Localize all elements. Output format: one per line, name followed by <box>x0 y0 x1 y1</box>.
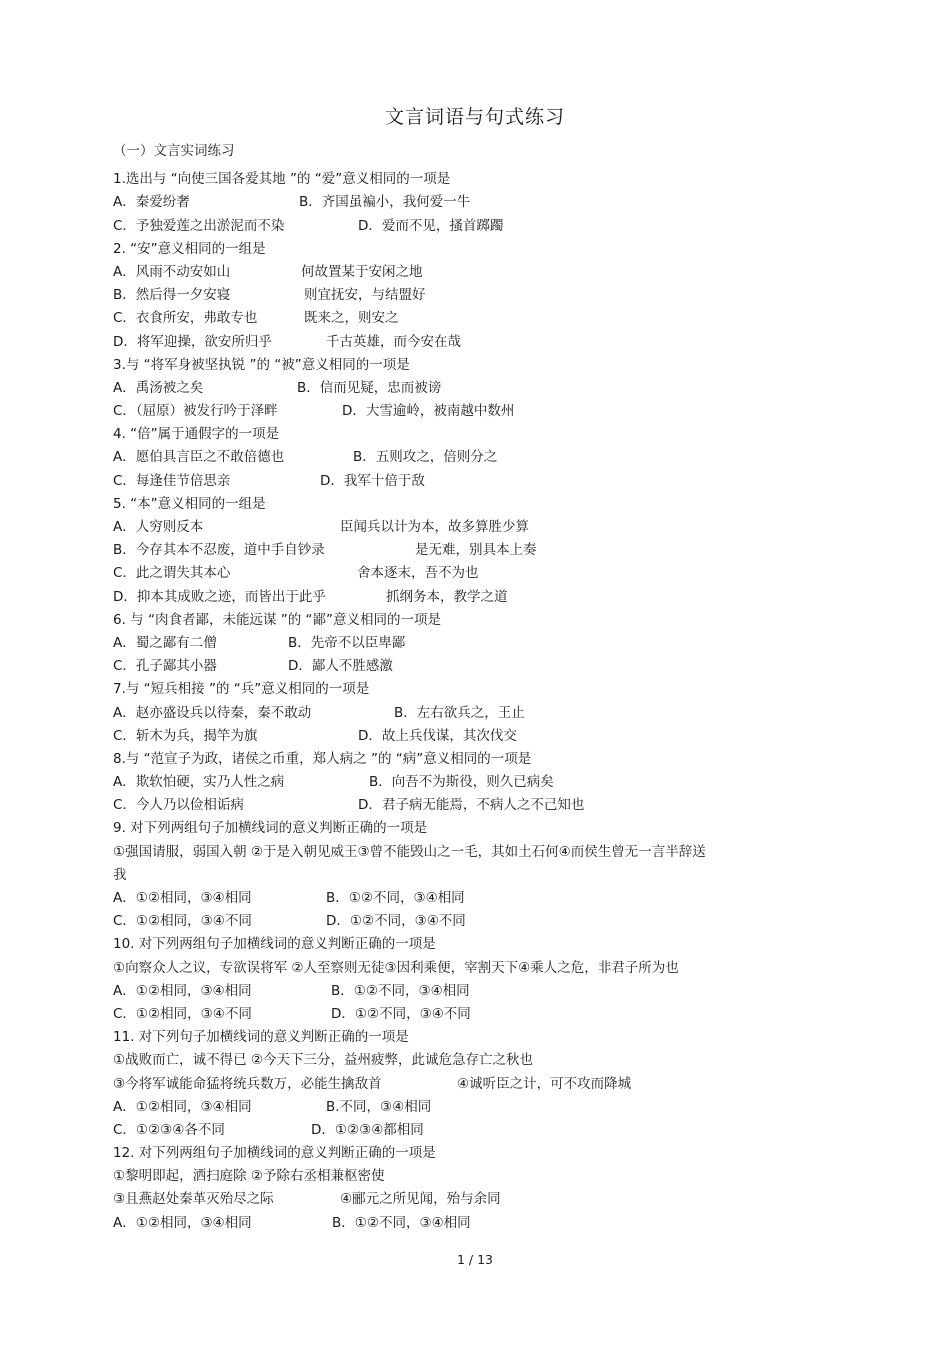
text-line <box>113 539 813 562</box>
text-line <box>113 168 813 191</box>
line-text: 我 <box>113 866 127 883</box>
text-line <box>113 702 813 725</box>
text-line <box>113 1119 813 1142</box>
text-line <box>113 1049 813 1072</box>
text-line <box>113 771 813 794</box>
line-text: C．①②相同，③④不同 <box>113 1005 252 1022</box>
line-text: 12. 对下列两组句子加横线词的意义判断正确的一项是 <box>113 1145 436 1162</box>
line-text-column-2: D．君子病无能焉，不病人之不己知也 <box>358 797 585 814</box>
line-text-column-2: ④郦元之所见闻，殆与余同 <box>340 1191 501 1208</box>
line-text: A．①②相同，③④相同 <box>113 1214 252 1231</box>
text-line <box>113 933 813 956</box>
text-line <box>113 1003 813 1026</box>
text-line <box>113 725 813 748</box>
line-text: 2. “安”意义相同的一组是 <box>113 240 266 257</box>
line-text: 8.与 “范宣子为政，诸侯之币重，郑人病之 ”的 “病”意义相同的一项是 <box>113 750 532 767</box>
line-text-column-2: D．故上兵伐谋，其次伐交 <box>358 727 517 744</box>
line-text: B．然后得一夕安寝 <box>113 287 231 304</box>
line-text: A．赵亦盛设兵以待秦，秦不敢动 <box>113 704 312 721</box>
text-line <box>113 1165 813 1188</box>
line-text-column-2: B．先帝不以臣卑鄙 <box>288 634 406 651</box>
text-line <box>113 377 813 400</box>
text-line <box>113 446 813 469</box>
line-text: C．衣食所安，弗敢专也 <box>113 310 258 327</box>
text-line <box>113 1142 813 1165</box>
text-line <box>113 794 813 817</box>
line-text: A．禹汤被之矣 <box>113 379 204 396</box>
text-line <box>113 632 813 655</box>
line-text: C．斩木为兵，揭竿为旗 <box>113 727 258 744</box>
text-line <box>113 140 813 163</box>
line-text: 4. “倍”属于通假字的一项是 <box>113 426 280 443</box>
line-text: C．今人乃以俭相诟病 <box>113 797 244 814</box>
text-line <box>113 586 813 609</box>
line-text-column-2: B．①②不同，③④相同 <box>332 1214 471 1231</box>
text-line <box>113 238 813 261</box>
text-line <box>113 261 813 284</box>
line-text: D．抑本其成败之迹，而皆出于此乎 <box>113 588 326 605</box>
text-line <box>113 957 813 980</box>
line-text-column-2: B．①②不同，③④相同 <box>331 982 470 999</box>
text-line <box>113 841 813 864</box>
page-number: 1 / 13 <box>456 1252 494 1267</box>
line-text: A．秦爱纷奢 <box>113 194 190 211</box>
line-text: 3.与 “将军身被坚执锐 ”的 “被”意义相同的一项是 <box>113 356 410 373</box>
line-text: B．今存其本不忍废，道中手自钞录 <box>113 542 325 559</box>
line-text-column-2: B．①②不同，③④相同 <box>326 890 465 906</box>
line-text-column-2: D．①②不同，③④不同 <box>326 913 466 930</box>
line-text-column-2: ④诚听臣之计，可不攻而降城 <box>457 1075 632 1092</box>
line-text: A．蜀之鄙有二僧 <box>113 634 217 651</box>
line-text: 10. 对下列两组句子加横线词的意义判断正确的一项是 <box>113 936 436 953</box>
line-text: 11. 对下列句子加横线词的意义判断正确的一项是 <box>113 1029 409 1046</box>
line-text: ①向察众人之议，专欲误将军 ②人至察则无徒③因利乘便，宰割天下④乘人之危，非君子所为也 <box>113 959 679 976</box>
text-line <box>113 1073 813 1096</box>
text-line <box>113 191 813 214</box>
text-line <box>113 284 813 307</box>
line-text: 1.选出与 “向使三国各爱其地 ”的 “爱”意义相同的一项是 <box>113 171 451 188</box>
line-text-column-2: B．信而见疑，忠而被谤 <box>297 379 442 396</box>
line-text: A．愿伯具言臣之不敢倍德也 <box>113 449 285 466</box>
line-text: ①战败而亡，诚不得已 ②今天下三分，益州疲弊，此诚危急存亡之秋也 <box>113 1052 533 1069</box>
line-text-column-2: B．左右欲兵之，王止 <box>394 704 525 721</box>
line-text-column-2: B．五则攻之，倍则分之 <box>353 449 498 466</box>
line-text: ③且燕赵处秦革灭殆尽之际 <box>113 1191 274 1208</box>
line-text-column-2: 则宜抚安，与结盟好 <box>304 287 426 304</box>
line-text: 5. “本”意义相同的一组是 <box>113 495 266 512</box>
text-line <box>113 423 813 446</box>
line-text: A．①②相同，③④相同 <box>113 890 252 906</box>
line-text-column-2: D．大雪逾岭，被南越中数州 <box>342 403 515 420</box>
page-title: 文言词语与句式练习 <box>384 106 565 128</box>
line-text: 7.与 “短兵相接 ”的 “兵”意义相同的一项是 <box>113 681 370 698</box>
text-line <box>113 1096 813 1119</box>
text-line <box>113 678 813 701</box>
text-line <box>113 1026 813 1049</box>
line-text: A．风雨不动安如山 <box>113 263 231 280</box>
line-text-column-2: 臣闻兵以计为本，故多算胜少算 <box>340 519 529 535</box>
text-line <box>113 1212 813 1235</box>
line-text-column-2: D．我军十倍于敌 <box>320 472 425 489</box>
line-text: A．欺软怕硬，实乃人性之病 <box>113 774 285 791</box>
line-text: C．孔子鄙其小器 <box>113 658 217 675</box>
line-text-column-2: D．鄙人不胜感激 <box>288 658 393 675</box>
line-text: C．每逢佳节倍思亲 <box>113 472 231 489</box>
text-line <box>113 493 813 516</box>
text-line <box>113 655 813 678</box>
text-line <box>113 400 813 423</box>
text-line <box>113 817 813 840</box>
line-text-column-2: 是无难，别具本上奏 <box>415 542 537 559</box>
line-text: C．予独爱莲之出淤泥而不染 <box>113 217 285 234</box>
line-text-column-2: 舍本逐末，吾不为也 <box>357 565 479 582</box>
line-text-column-2: D．爱而不见，搔首踯躅 <box>358 217 504 234</box>
line-text-column-2: 千古英雄，而今安在哉 <box>326 333 461 350</box>
line-text: ①强国请服，弱国入朝 ②于是入朝见威王③曾不能毁山之一毛，其如土石何④而侯生曾无一言半辞送 <box>113 843 706 860</box>
line-text-column-2: D．①②③④都相同 <box>311 1121 424 1138</box>
line-text-column-2: 抓纲务本，教学之道 <box>386 588 508 605</box>
line-text: C．①②③④各不同 <box>113 1121 225 1138</box>
text-line <box>113 887 813 910</box>
line-text-column-2: B．向吾不为斯役，则久已病矣 <box>369 774 554 791</box>
text-line <box>113 307 813 330</box>
text-line <box>113 980 813 1003</box>
line-text-column-2: D．①②不同，③④不同 <box>331 1005 471 1022</box>
text-line <box>113 1188 813 1211</box>
line-text: A．人穷则反本 <box>113 519 204 535</box>
line-text: ③今将军诚能命猛将统兵数万，必能生擒敌首 <box>113 1075 382 1092</box>
text-line <box>113 748 813 771</box>
text-line <box>113 516 813 539</box>
line-text: A．①②相同，③④相同 <box>113 982 252 999</box>
text-line <box>113 609 813 632</box>
text-line <box>113 354 813 377</box>
text-line <box>113 215 813 238</box>
text-line <box>113 331 813 354</box>
line-text: C．①②相同，③④不同 <box>113 913 252 930</box>
line-text-column-2: 何故置某于安闲之地 <box>301 263 423 280</box>
line-text-column-2: 既来之，则安之 <box>304 310 399 327</box>
text-line <box>113 470 813 493</box>
line-text: ①黎明即起，洒扫庭除 ②予除右丞相兼枢密使 <box>113 1168 385 1185</box>
line-text-column-2: B.不同，③④相同 <box>326 1098 432 1115</box>
line-text: 6. 与 “肉食者鄙，未能远谋 ”的 “鄙”意义相同的一项是 <box>113 611 442 628</box>
line-text: 9. 对下列两组句子加横线词的意义判断正确的一项是 <box>113 820 428 837</box>
line-text: D．将军迎操，欲安所归乎 <box>113 333 272 350</box>
line-text: A．①②相同，③④相同 <box>113 1098 252 1115</box>
exercise-lines <box>113 140 813 1235</box>
text-line <box>113 562 813 585</box>
line-text: C．此之谓失其本心 <box>113 565 231 582</box>
text-line <box>113 910 813 933</box>
line-text: （一）文言实词练习 <box>113 143 235 159</box>
text-line <box>113 864 813 887</box>
line-text-column-2: B．齐国虽褊小，我何爱一牛 <box>299 194 471 211</box>
line-text: C．（屈原）被发行吟于泽畔 <box>113 403 278 420</box>
